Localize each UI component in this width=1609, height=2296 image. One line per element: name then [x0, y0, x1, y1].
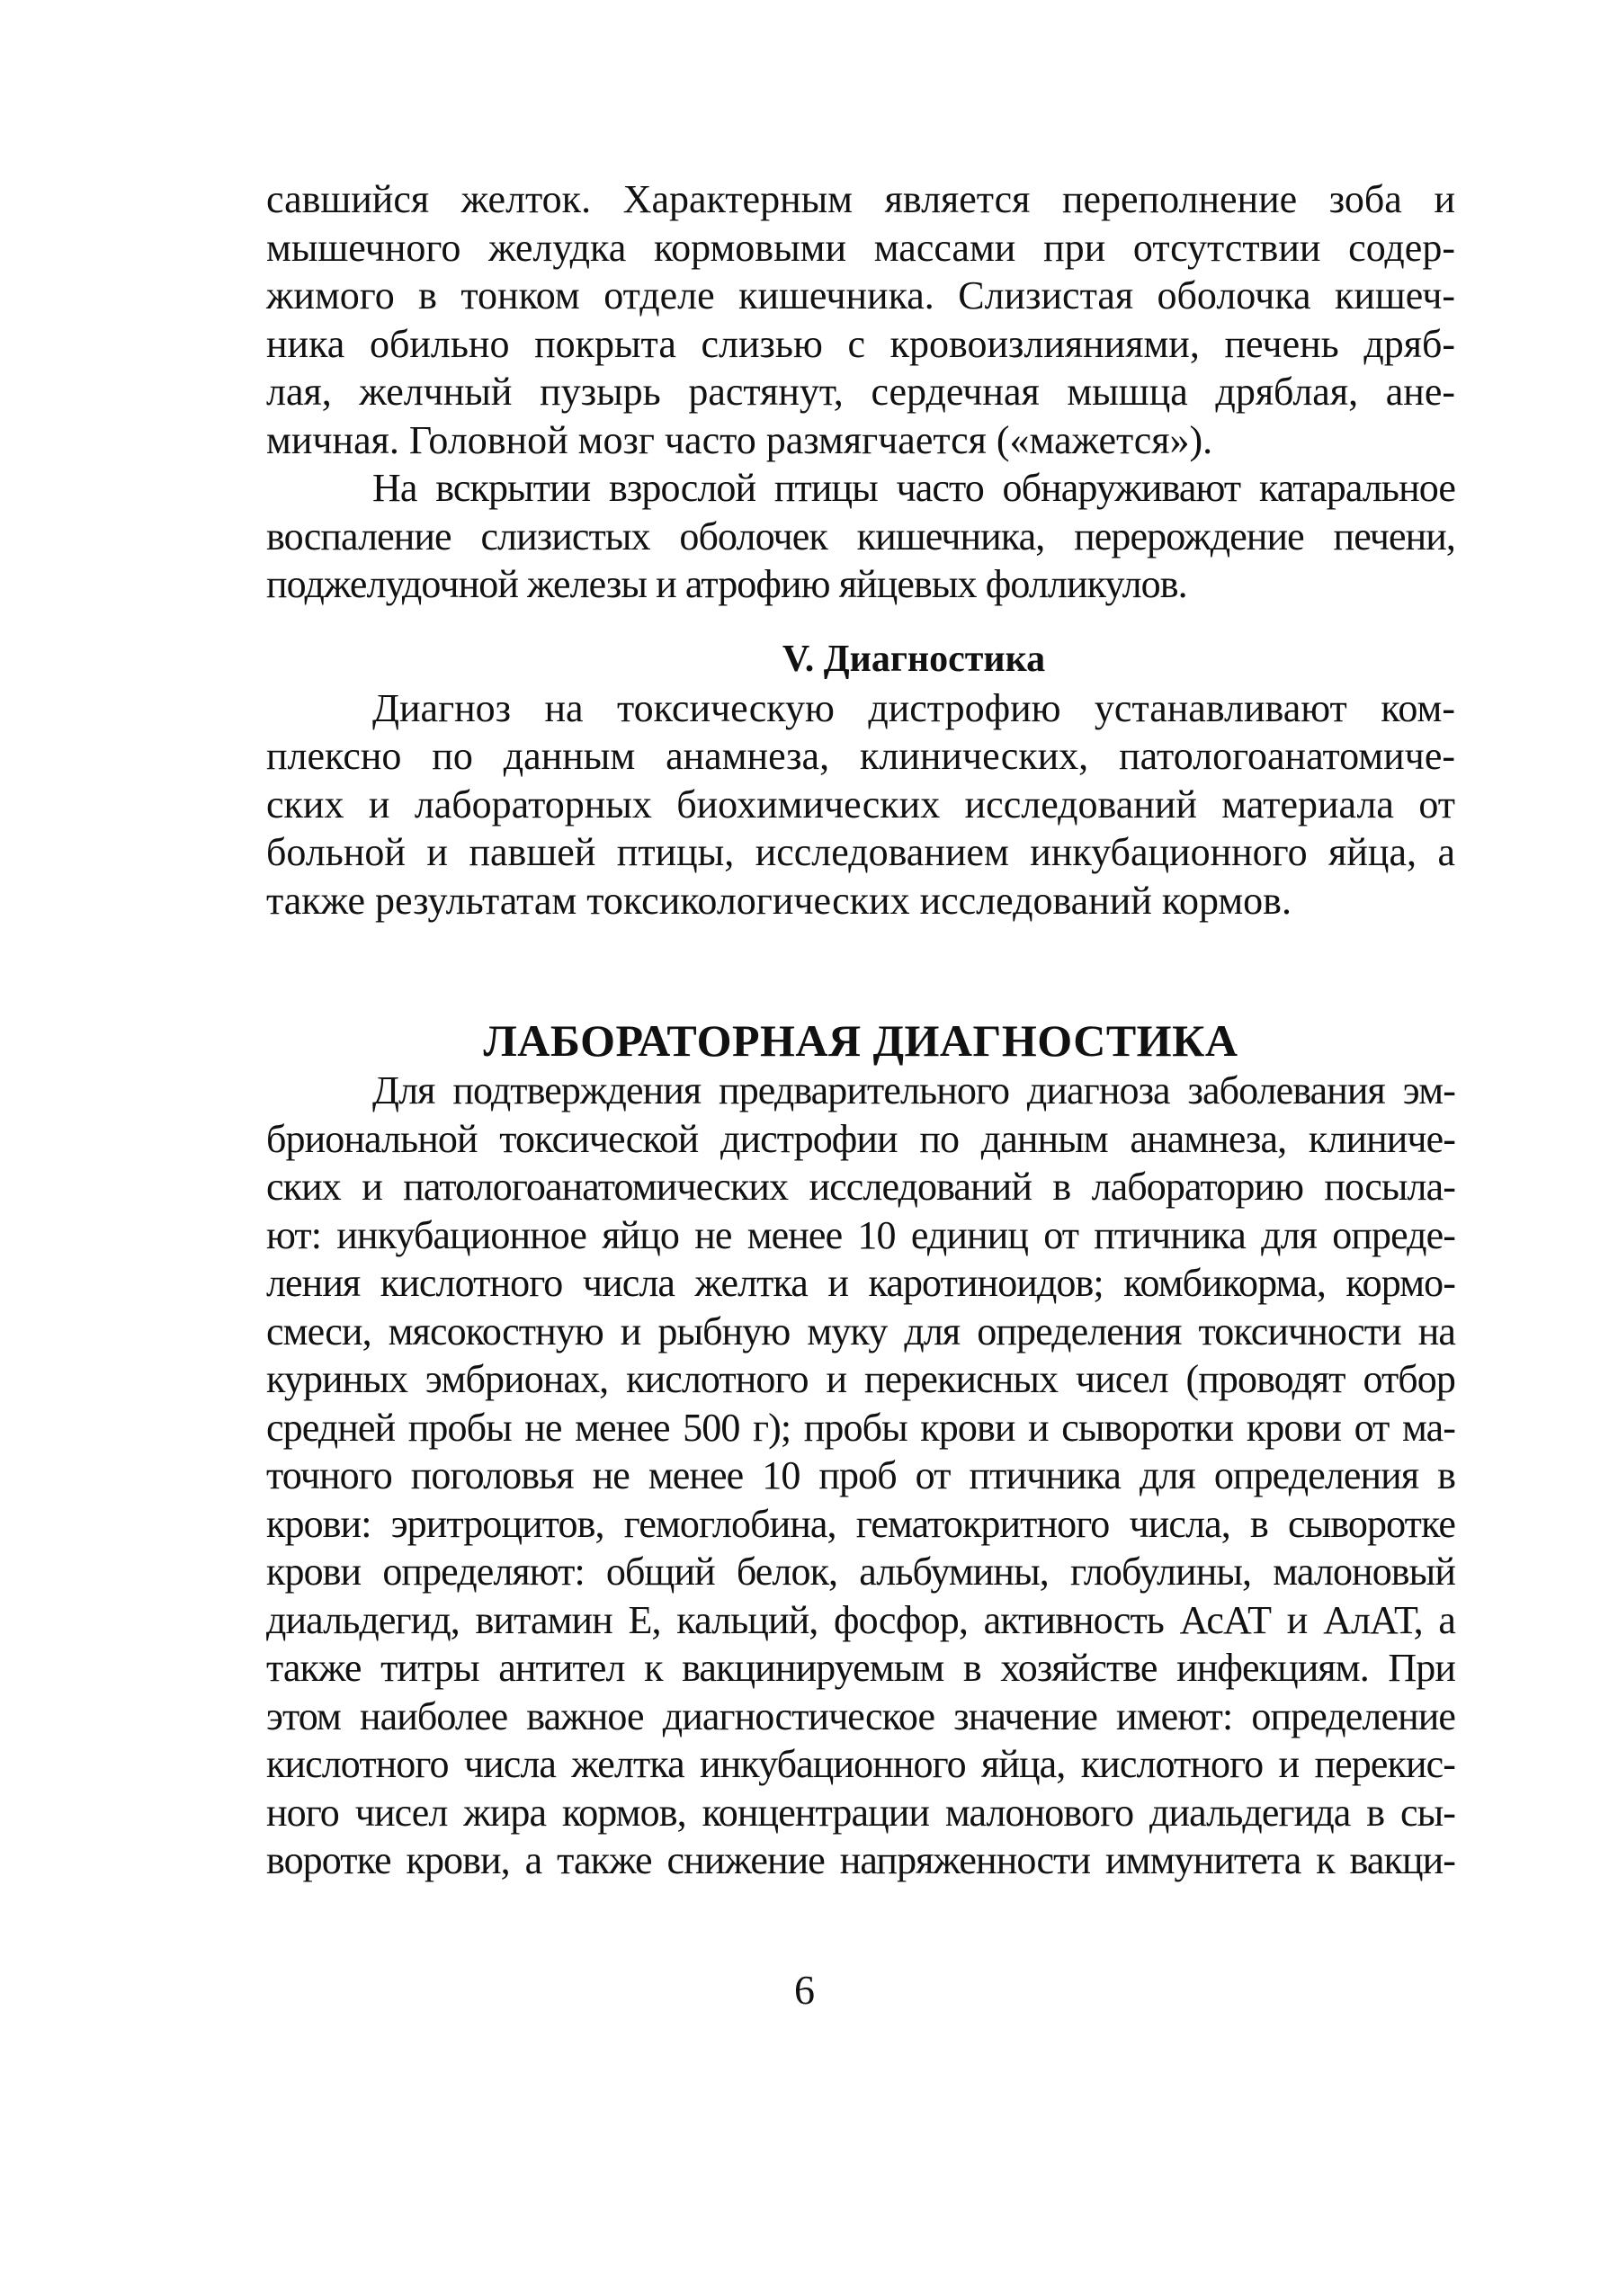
text-line: ника обильно покрыта слизью с кровоизлияниями, печень дряб- [266, 321, 1455, 366]
text-line: кислотного числа желтка инкубационного яйца, кислотного и перекис- [266, 1742, 1455, 1786]
text-line: ских и лабораторных биохимических исследований материала от [266, 782, 1455, 826]
text-line: Диагноз на токсическую дистрофию устанавливают ком- [372, 685, 1455, 730]
paragraph-pathology-young [266, 175, 1455, 464]
text-line: ления кислотного числа желтка и каротиноидов; комбикорма, кормо- [266, 1261, 1455, 1305]
paragraph-diagnosis [266, 684, 1455, 925]
text-line: На вскрытии взрослой птицы часто обнаруживают катаральное [372, 466, 1455, 510]
page-number: 6 [794, 1967, 815, 2013]
text-line: также титры антител к вакцинируемым в хозяйстве инфекциям. При [266, 1646, 1455, 1690]
text-line: этом наиболее важное диагностическое значение имеют: определение [266, 1693, 1455, 1738]
text-line: ских и патологоанатомических исследований в лабораторию посыла- [266, 1165, 1455, 1209]
text-line: лая, желчный пузырь растянут, сердечная мышца дряблая, ане- [266, 370, 1455, 414]
paragraph-pathology-adult [266, 464, 1455, 609]
text-line: жимого в тонком отделе кишечника. Слизистая оболочка кишеч- [266, 273, 1455, 317]
text-line: плексно по данным анамнеза, клинических, патологоанатомиче- [266, 734, 1455, 778]
text-line: средней пробы не менее 500 г); пробы крови и сыворотки крови от ма- [266, 1405, 1455, 1450]
text-line: мышечного желудка кормовыми массами при отсутствии содер- [266, 225, 1455, 270]
text-line: куриных эмбрионах, кислотного и перекисных чисел (проводят отбор [266, 1357, 1455, 1401]
text-line: поджелудочной железы и атрофию яйцевых фолликулов. [266, 562, 1187, 606]
text-line: мичная. Головной мозг часто размягчается («мажется»). [266, 417, 1213, 462]
text-line: крови: эритроцитов, гемоглобина, гематокритного числа, в сыворотке [266, 1501, 1455, 1546]
text-line: савшийся желток. Характерным является переполнение зоба и [266, 177, 1455, 221]
main-heading-lab-diagnostics: ЛАБОРАТОРНАЯ ДИАГНОСТИКА [483, 1015, 1238, 1066]
page-body [266, 175, 1455, 1885]
paragraph-lab-diagnostics [266, 1067, 1455, 1885]
text-line: диальдегид, витамин Е, кальций, фосфор, активность АсАТ и АлАТ, а [266, 1597, 1455, 1642]
text-line: больной и павшей птицы, исследованием инкубационного яйца, а [266, 830, 1455, 874]
text-line: ного чисел жира кормов, концентрации малонового диальдегида в сы- [266, 1790, 1455, 1835]
text-line: Для подтверждения предварительного диагноза заболевания эм- [372, 1068, 1455, 1112]
text-line: крови определяют: общий белок, альбумины, глобулины, малоновый [266, 1550, 1455, 1594]
text-line: также результатам токсикологических исследований кормов. [266, 878, 1292, 923]
text-line: воспаление слизистых оболочек кишечника, перерождение печени, [266, 514, 1455, 558]
text-line: точного поголовья не менее 10 проб от птичника для определения в [266, 1453, 1455, 1497]
text-line: бриональной токсической дистрофии по данным анамнеза, клиниче- [266, 1116, 1455, 1161]
text-line: воротке крови, а также снижение напряженности иммунитета к вакци- [266, 1838, 1455, 1882]
text-line: смеси, мясокостную и рыбную муку для определения токсичности на [266, 1309, 1455, 1353]
text-line: ют: инкубационное яйцо не менее 10 единиц от птичника для опреде- [266, 1212, 1455, 1257]
section-heading-diagnostics: V. Диагностика [782, 638, 1046, 680]
